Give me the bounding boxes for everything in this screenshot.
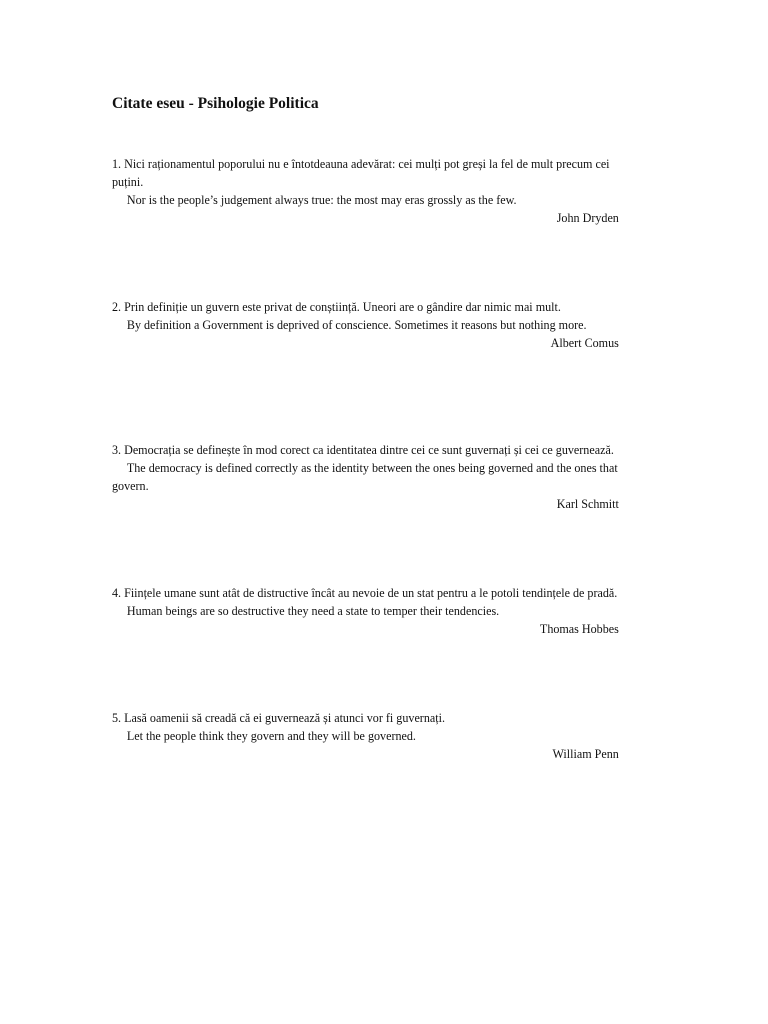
quote-3 [112, 441, 619, 513]
quote-romanian: 1. Nici raționamentul poporului nu e întotdeauna adevărat: cei mulți pot greși la fel de mult precum cei puțini. [112, 156, 610, 189]
quote-english: The democracy is defined correctly as the identity between the ones being governed and the ones that govern. [112, 460, 618, 493]
quote-4 [112, 584, 619, 638]
quote-2 [112, 298, 619, 352]
quote-romanian: 2. Prin definiție un guvern este privat de conștiință. Uneori are o gândire dar nimic mai mult. [112, 299, 561, 314]
quote-5 [112, 709, 619, 763]
quote-author: William Penn [552, 746, 619, 761]
quote-author: John Dryden [556, 210, 619, 225]
quote-author: Thomas Hobbes [539, 621, 619, 636]
document-title: Citate eseu - Psihologie Politica [112, 95, 319, 112]
quote-author: Albert Comus [550, 335, 619, 350]
quote-romanian: 4. Ființele umane sunt atât de distructive încât au nevoie de un stat pentru a le potoli tendințele de pradă. [112, 585, 618, 600]
quote-english: Human beings are so destructive they need a state to temper their tendencies. [126, 603, 500, 618]
quote-romanian: 3. Democrația se definește în mod corect ca identitatea dintre cei ce sunt guvernați și cei ce guvernează. [112, 442, 614, 457]
quote-english: Nor is the people’s judgement always true: the most may eras grossly as the few. [126, 192, 517, 207]
quote-english: By definition a Government is deprived of conscience. Sometimes it reasons but nothing more. [126, 317, 587, 332]
quote-author: Karl Schmitt [556, 496, 619, 511]
quote-1 [112, 155, 619, 227]
quote-romanian: 5. Lasă oamenii să creadă că ei guvernează și atunci vor fi guvernați. [112, 710, 445, 725]
quote-english: Let the people think they govern and they will be governed. [126, 728, 416, 743]
